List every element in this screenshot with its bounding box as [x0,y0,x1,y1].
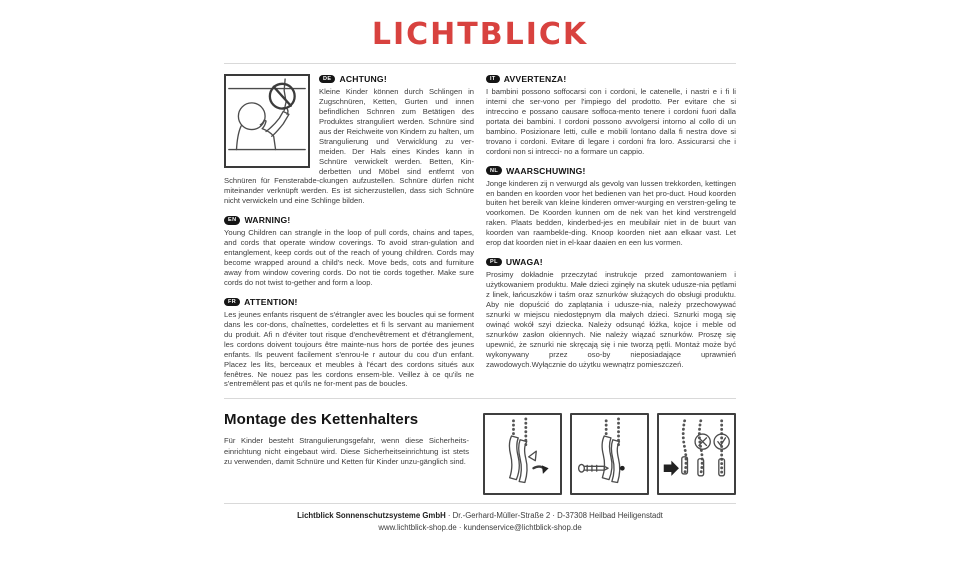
warning-body-en: Young Children can strangle in the loop of pull cords, chains and tapes, and cords that operate window coverings. To avoid stran-gulation and entanglement, keep cords out of the reach of young children. Cords may become wrapped around a child's neck. Move beds, cots and furniture away from window covering cords. Do not tie cords together. Make sure cords do not twist to-gether and form a loop. [224,228,474,287]
warning-header-nl [486,166,736,176]
warning-header-de [319,74,474,84]
lang-badge-it: IT [486,75,500,84]
warning-body-pl: Prosimy dokładnie przeczytać instrukcje przed zamontowaniem i użytkowaniem produktu. Małe dzieci zginęły na skutek udusze-nia pętlami z linek, łańcuszków i taśm oraz sznurków służących do obsługi produktu. Aby nie dopuścić do zaplątania i udusze-nia, należy przechowywać sznurki w miejscu niedostępnym dla małych dzieci. Sznurki mogą się owinąć wokół szyi dziecka. Należy odsunąć łóżka, kojce i meble od sznurków zasłon okiennych. Nie należy wiązać sznurków. Proszę się upewnić, że sznurki nie skręcają się i nie tworzą pętli. Montaż może być wykonywany przez oso-by nieposiadające uprawnień zawodowych.Wyłącznie do użytku wewnątrz pomieszczeń. [486,270,736,369]
montage-figures [483,409,736,495]
lang-badge-en: EN [224,216,240,225]
warning-header-it [486,74,736,84]
footer-contact-line: www.lichtblick-shop.de · kundenservice@lichtblick-shop.de [378,523,582,533]
warning-body-it: I bambini possono soffocarsi con i cordoni, le catenelle, i nastri e i fi li interni che ser-vono per l'impiego del prodotto. Per evitare che si intreccino e possano causare soffoca-mento tenere i cordoni fuori dalla portata dei bambini. I cordoni possono avvolgersi intorno al collo di un bambino. Posizionare letti, culle e mobili lontano dalla fi nestra dove si trovano i cordoni. Evitare di legare i cordoni fra loro. Assicurarsi che i cordoni non si intrecci- no a formare un cappio. [486,87,736,156]
warning-section-de [224,74,474,206]
warning-section-pl [486,257,736,369]
child-cord-warning-icon [226,76,308,166]
warning-section-nl [486,166,736,249]
montage-text-block [224,409,469,495]
warning-header-pl [486,257,736,267]
child-cord-warning-illustration [224,74,310,168]
footer-address: · Dr.-Gerhard-Müller-Straße 2 · D-37308 Heilbad Heiligenstadt [445,511,663,521]
lang-badge-fr: FR [224,298,240,307]
chain-holder-screw-icon [572,415,647,493]
warning-section-en [224,215,474,288]
warning-title-nl: WAARSCHUWING! [506,165,586,176]
warning-body-de: Kleine Kinder können durch Schlingen in Zugschnüren, Ketten, Gurten und innen befindlichen Schnren zum Betätigen des Produktes stranguliert werden. Schnüre sind aus der Reichweite von Kindern zu halten, um Strangulierung und Verwicklung zu ver-meiden. Der Hals eines Kindes kann in Schnüre verwickelt werden. Betten, Kin-derbetten und Möbel sind entfernt von Schnüren für Fensterabde-ckungen aufzustellen. Schnüre dürfen nicht miteinander verknüpft werden. Es ist sicherzustellen, dass sich Schnüre nicht verwickeln und eine Schlinge bilden. [224,87,474,206]
footer [224,510,736,533]
montage-step3-box [657,413,736,495]
lang-badge-de: DE [319,75,335,84]
montage-step1-box [483,413,562,495]
warning-title-it: AVVERTENZA! [503,74,567,84]
montage-step2-box [570,413,649,495]
warning-section-it [486,74,736,157]
lang-badge-pl: PL [486,258,502,267]
montage-body: Für Kinder besteht Strangulierungsgefahr, wenn diese Sicherheits-einrichtung nicht eingebaut wird. Diese Sicherheitseinrichtung ist stets zu verwenden, damit Schnüre und Ketten für Kinder unzu-gänglich sind. [224,436,469,466]
montage-section [224,409,736,495]
chain-holder-rotate-icon [485,415,560,493]
divider-footer [224,503,736,504]
lichtblick-logo: LICHTBLICK [371,17,589,52]
divider-montage [224,398,736,399]
warning-title-pl: UWAGA! [505,257,543,268]
warning-body-fr: Les jeunes enfants risquent de s'étrangler avec les boucles qui se forment dans les cor-dons, chaînettes, cordelettes et fi ls servant au maniement du produit. Afi n d'éviter tout risque d'enchevêtrement et d'étranglement, les cordons doivent toujours être mainte-nus hors de portée des jeunes enfants. Ils peuvent facilement s'enrou-le r autour du cou d'un enfant. Placez les lits, berceaux et meubles à l'écart des cordons situés aux fenêtres. Ne nouez pas les cordons ensem-ble. Veillez à ce qu'ils ne s'entremêlent pas et qu'ils ne for-ment pas de boucles. [224,309,474,389]
warning-columns [224,74,736,398]
footer-address-line [224,510,736,522]
lang-badge-nl: NL [486,166,502,175]
warning-column-right [486,74,736,398]
divider-top [224,63,736,64]
footer-company: Lichtblick Sonnenschutzsysteme GmbH [297,511,446,521]
warning-title-de: ACHTUNG! [339,74,387,84]
warning-column-left [224,74,474,398]
montage-title: Montage des Kettenhalters [224,411,419,429]
warning-header-fr [224,297,474,307]
warning-section-fr [224,297,474,390]
chain-wrong-right-icon [659,415,734,493]
warning-title-fr: ATTENTION! [244,296,298,307]
warning-header-en [224,215,474,225]
warning-body-nl: Jonge kinderen zij n verwurgd als gevolg van lussen trekkorden, kettingen en banden en koorden voor het bedienen van het pro-duct. Houd koorden buiten het bereik van kleine kinderen omver-wurging en verstren-geling te voorkomen. De Koorden kunnen om de nek van het kind verstrengeld raken. Plaats bedden, kinderbed-jes en meubilair niet in de buurt van koorden van raambekle-ding. Knoop koorden niet aan elkaar vast. Let erop dat koorden niet in el-kaar daaien en een lus vormen. [486,178,736,248]
warning-title-en: WARNING! [244,215,291,226]
